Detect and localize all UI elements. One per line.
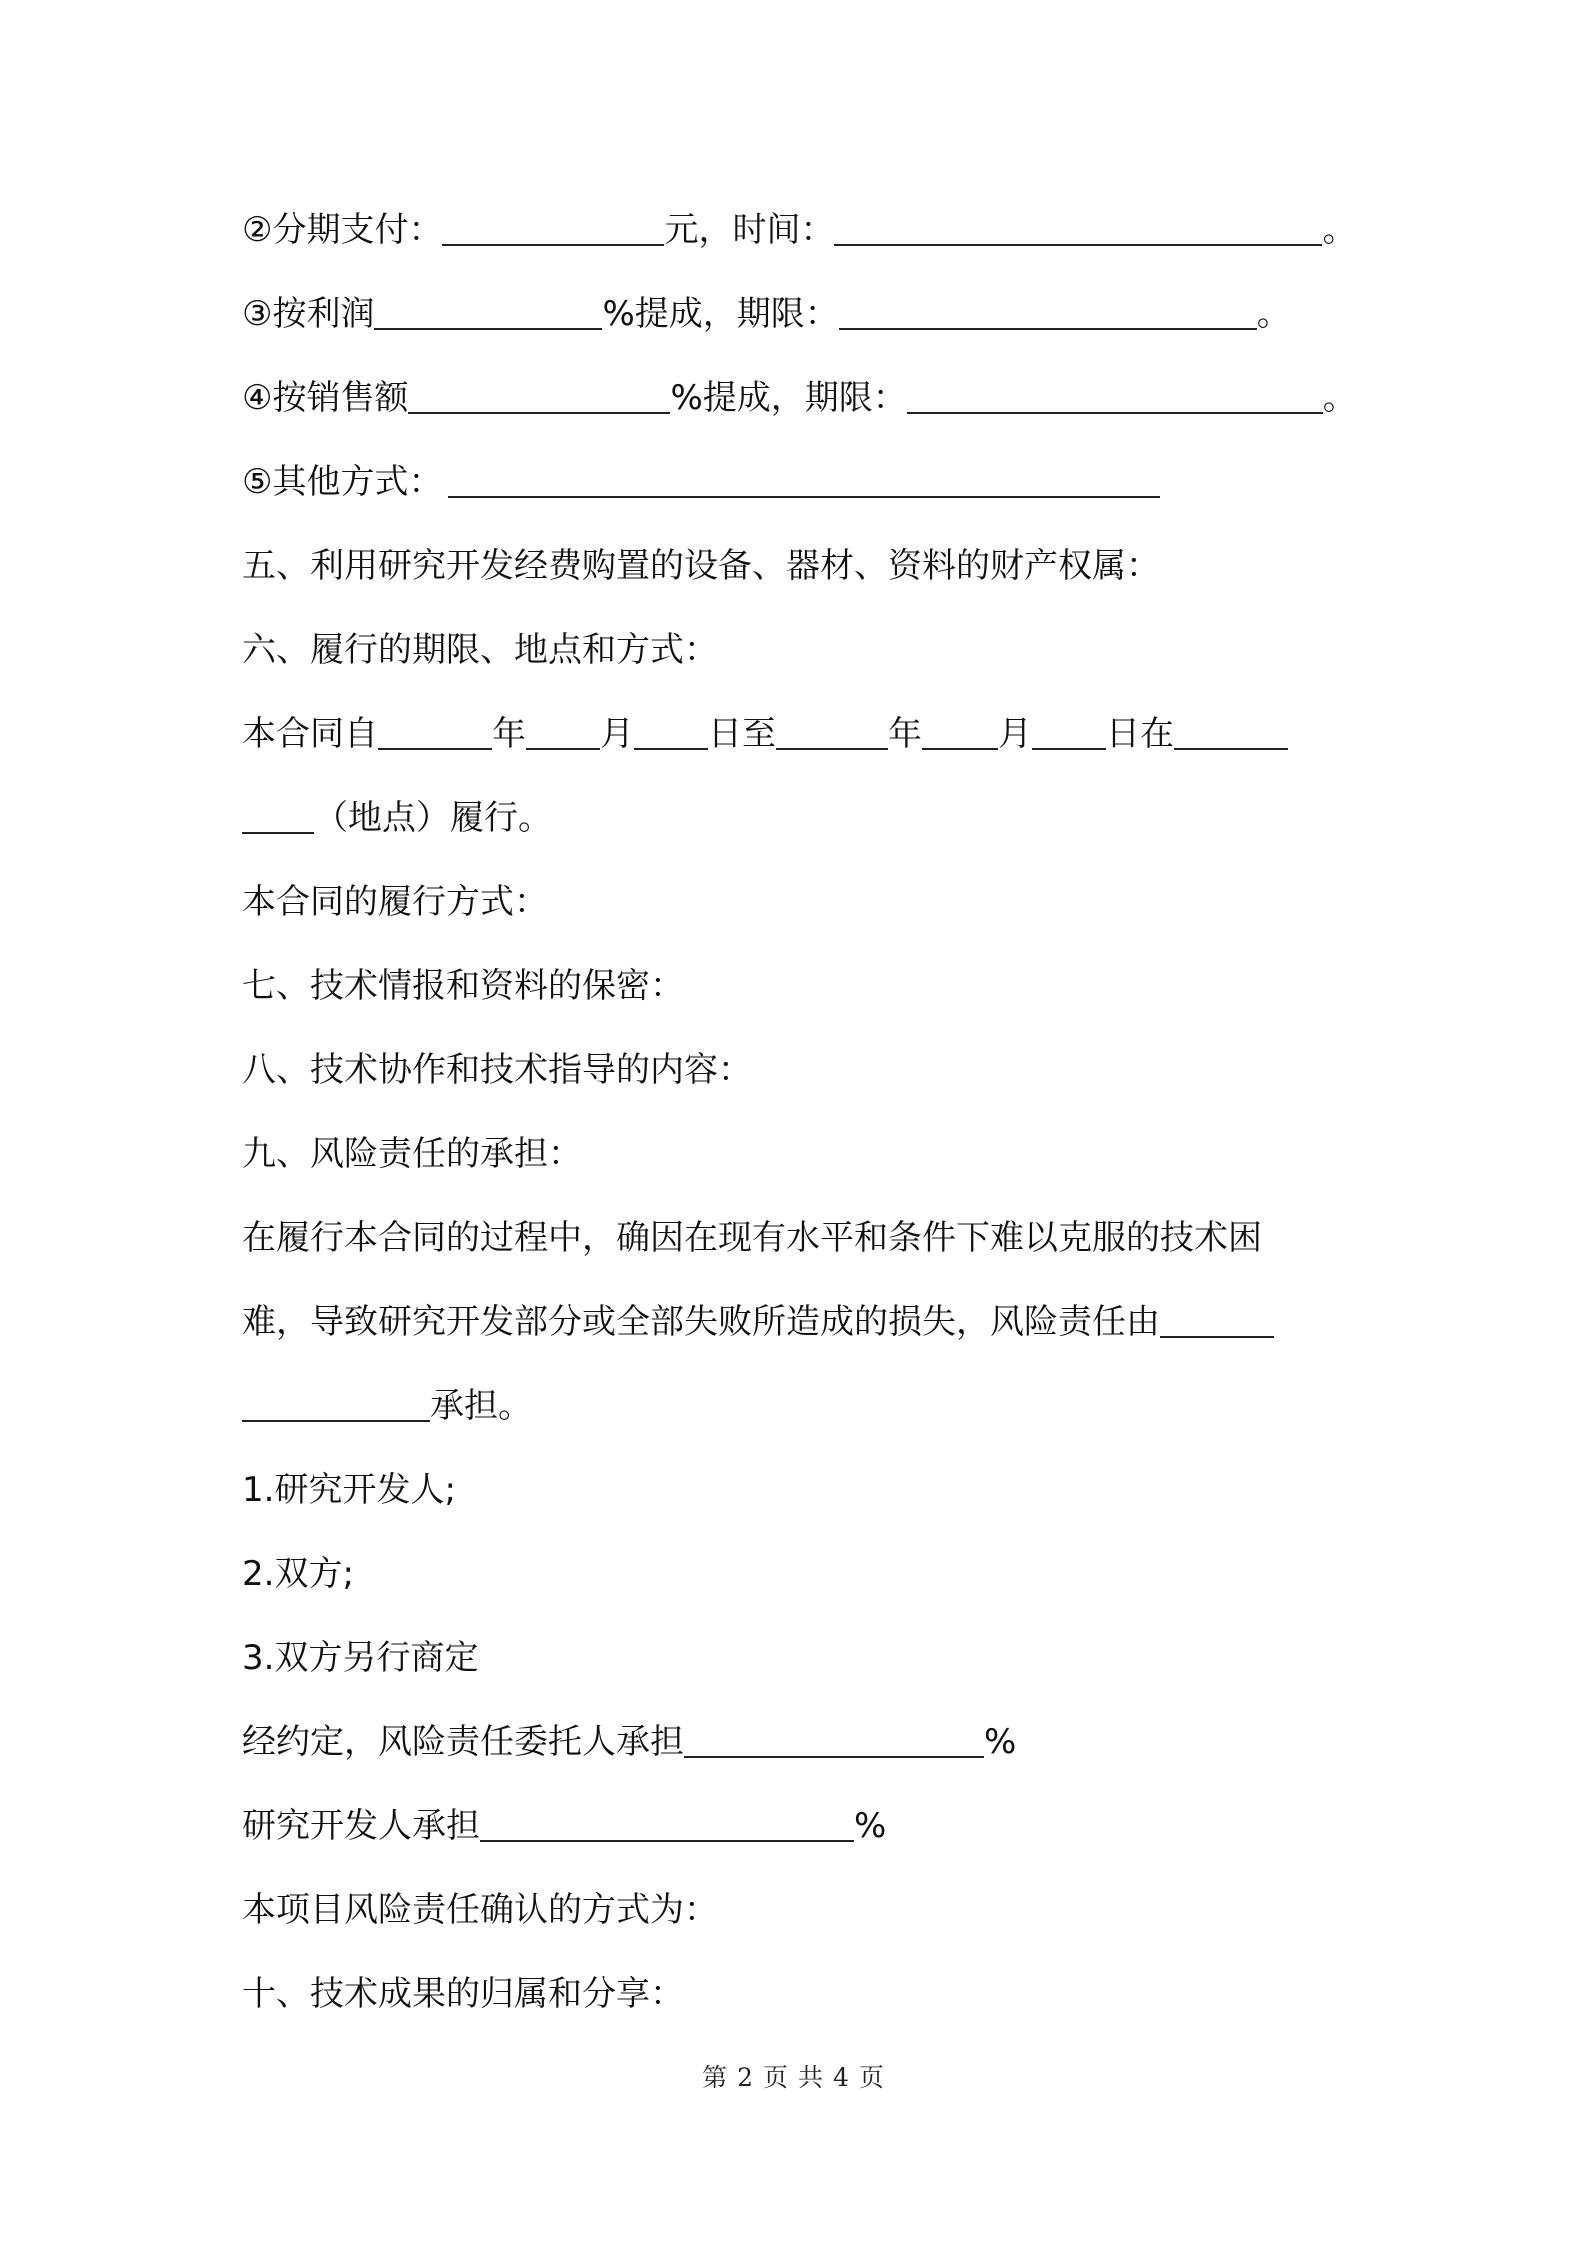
- risk-paragraph-line3: [242, 1384, 532, 1428]
- sales-percent-blank[interactable]: [408, 380, 670, 414]
- risk-paragraph-line2: [242, 1300, 1274, 1344]
- client-risk-pct-sign: %: [984, 1722, 1017, 1762]
- installment-end: 。: [1322, 210, 1357, 250]
- sales-term-blank[interactable]: [907, 380, 1323, 414]
- section-6-heading: 六、履行的期限、地点和方式：: [242, 630, 718, 670]
- section-10-heading: 十、技术成果的归属和分享：: [242, 1974, 684, 2014]
- other-label: ⑤其他方式：: [242, 462, 443, 502]
- risk-confirm-method: 本项目风险责任确认的方式为：: [242, 1890, 718, 1930]
- start-year-label: 年: [492, 714, 526, 754]
- footer-text-di: 第: [702, 2063, 728, 2092]
- client-risk-text: 经约定，风险责任委托人承担: [242, 1722, 684, 1762]
- page-footer: [0, 2058, 1586, 2094]
- installment-label: ②分期支付：: [242, 210, 443, 250]
- developer-risk-text: 研究开发人承担: [242, 1806, 480, 1846]
- risk-paragraph-line1: 在履行本合同的过程中，确因在现有水平和条件下难以克服的技术困: [242, 1218, 1262, 1258]
- end-month-blank[interactable]: [922, 716, 998, 750]
- risk-bearer-blank-part2[interactable]: [242, 1388, 430, 1422]
- sales-end: 。: [1322, 378, 1357, 418]
- other-method-blank[interactable]: [448, 464, 1160, 498]
- section-5-heading: 五、利用研究开发经费购置的设备、器材、资料的财产权属：: [242, 546, 1160, 586]
- risk-paragraph-text: 难，导致研究开发部分或全部失败所造成的损失，风险责任由: [242, 1302, 1160, 1342]
- start-day-blank[interactable]: [634, 716, 708, 750]
- option-3: 3.双方另行商定: [242, 1638, 479, 1678]
- installment-time-blank[interactable]: [834, 212, 1322, 246]
- footer-text-gong: 共: [798, 2063, 824, 2092]
- installment-yuan-text: 元，时间：: [664, 210, 835, 250]
- term-line: [242, 712, 1288, 756]
- sales-line: [242, 376, 1357, 420]
- option-2: 2.双方;: [242, 1554, 354, 1594]
- profit-pct-text: %提成，期限：: [602, 294, 839, 334]
- section-7-heading: 七、技术情报和资料的保密：: [242, 966, 684, 1006]
- start-month-blank[interactable]: [526, 716, 600, 750]
- end-day-blank[interactable]: [1032, 716, 1106, 750]
- client-risk-percent-blank[interactable]: [684, 1724, 984, 1758]
- term-prefix: 本合同自: [242, 714, 378, 754]
- profit-term-blank[interactable]: [839, 296, 1257, 330]
- place-text: （地点）履行。: [314, 798, 552, 838]
- installment-amount-blank[interactable]: [442, 212, 664, 246]
- profit-label: ③按利润: [242, 294, 375, 334]
- other-line: [242, 460, 1160, 504]
- page-number: 2: [737, 2063, 753, 2092]
- developer-risk-percent-blank[interactable]: [480, 1808, 854, 1842]
- profit-percent-blank[interactable]: [374, 296, 602, 330]
- client-risk-line: [242, 1720, 1016, 1764]
- developer-risk-line: [242, 1804, 886, 1848]
- section-9-heading: 九、风险责任的承担：: [242, 1134, 582, 1174]
- end-month-label: 月: [998, 714, 1032, 754]
- risk-bear-text: 承担。: [430, 1386, 532, 1426]
- developer-risk-pct-sign: %: [854, 1806, 887, 1846]
- footer-text-ye: 页: [762, 2063, 788, 2092]
- performance-method: 本合同的履行方式：: [242, 882, 548, 922]
- sales-pct-text: %提成，期限：: [670, 378, 907, 418]
- end-day-label: 日在: [1106, 714, 1174, 754]
- end-year-blank[interactable]: [776, 716, 888, 750]
- end-year-label: 年: [888, 714, 922, 754]
- profit-line: [242, 292, 1291, 336]
- start-year-blank[interactable]: [378, 716, 492, 750]
- risk-bearer-blank-part1[interactable]: [1160, 1304, 1274, 1338]
- start-day-label: 日至: [708, 714, 776, 754]
- installment-line: [242, 208, 1356, 252]
- sales-label: ④按销售额: [242, 378, 409, 418]
- place-line: [242, 796, 552, 840]
- place-blank-part1[interactable]: [1174, 716, 1288, 750]
- option-1: 1.研究开发人;: [242, 1470, 456, 1510]
- profit-end: 。: [1256, 294, 1291, 334]
- section-8-heading: 八、技术协作和技术指导的内容：: [242, 1050, 752, 1090]
- footer-text-ye2: 页: [858, 2063, 884, 2092]
- place-blank-part2[interactable]: [242, 800, 314, 834]
- total-pages: 4: [833, 2063, 849, 2092]
- start-month-label: 月: [600, 714, 634, 754]
